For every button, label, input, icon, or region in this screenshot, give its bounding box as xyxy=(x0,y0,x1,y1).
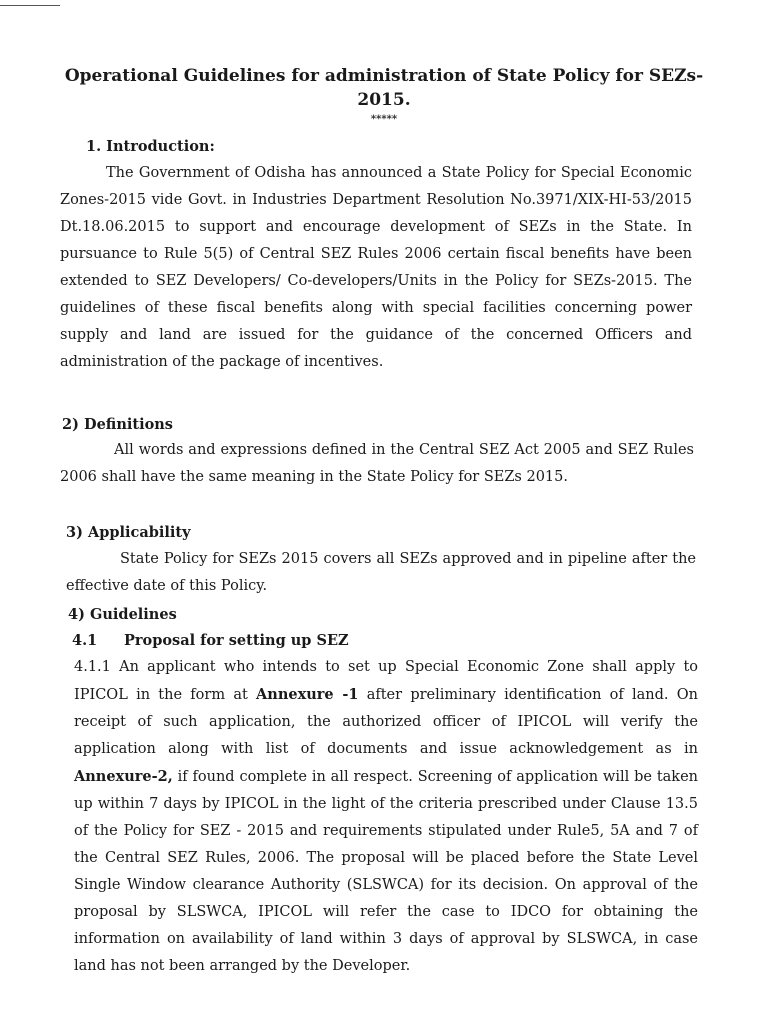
proposal-text-part2: after preliminary identification of land. On receipt of such application, the authorized officer of IPICOL will verify the application along with list of documents and issue acknowledgement as in xyxy=(74,687,698,757)
annexure-2-ref: Annexure-2, xyxy=(74,768,173,785)
definitions-heading: 2) Definitions xyxy=(62,416,173,433)
guidelines-heading: 4) Guidelines xyxy=(68,606,177,623)
subsection-title: Proposal for setting up SEZ xyxy=(124,632,349,649)
applicability-heading: 3) Applicability xyxy=(66,524,191,541)
definitions-paragraph: All words and expressions defined in the Central SEZ Act 2005 and SEZ Rules 2006 shall have the same meaning in the State Policy for SEZs 2015. xyxy=(60,442,694,485)
applicability-paragraph: State Policy for SEZs 2015 covers all SEZs approved and in pipeline after the effective date of this Policy. xyxy=(66,551,696,594)
scan-top-rule xyxy=(0,5,60,6)
title-separator: ***** xyxy=(370,114,398,125)
subsection-number: 4.1 xyxy=(72,632,98,649)
introduction-paragraph: The Government of Odisha has announced a State Policy for Special Economic Zones-2015 vide Govt. in Industries Department Resolution No.3971/XIX-HI-53/2015 Dt.18.06.2015 to support and encourage development of SEZs in the State. In pursuance to Rule 5(5) of Central SEZ Rules 2006 certain fiscal benefits have been extended to SEZ Developers/ Co-developers/Units in the Policy for SEZs-2015. The guidelines of these fiscal benefits along with special facilities concerning power supply and land are issued for the guidance of the concerned Officers and administration of the package of incentives. xyxy=(60,165,692,370)
proposal-paragraph xyxy=(74,654,698,980)
document-title: Operational Guidelines for administration of State Policy for SEZs-2015. xyxy=(64,66,704,110)
proposal-text-part3: if found complete in all respect. Screening of application will be taken up within 7 days by IPICOL in the light of the criteria prescribed under Clause 13.5 of the Policy for SEZ - 2015 and requirements stipulated under Rule5, 5A and 7 of the Central SEZ Rules, 2006. The proposal will be placed before the State Level Single Window clearance Authority (SLSWCA) for its decision. On approval of the proposal by SLSWCA, IPICOL will refer the case to IDCO for obtaining the information on availability of land within 3 days of approval by SLSWCA, in case land has not been arranged by the Developer. xyxy=(74,769,699,974)
annexure-1-ref: Annexure -1 xyxy=(256,686,359,703)
introduction-heading: 1. Introduction: xyxy=(86,138,215,155)
proposal-text-part1: 4.1.1 An applicant who intends to set up Special Economic Zone shall apply to IPICOL in the form at xyxy=(74,659,698,703)
